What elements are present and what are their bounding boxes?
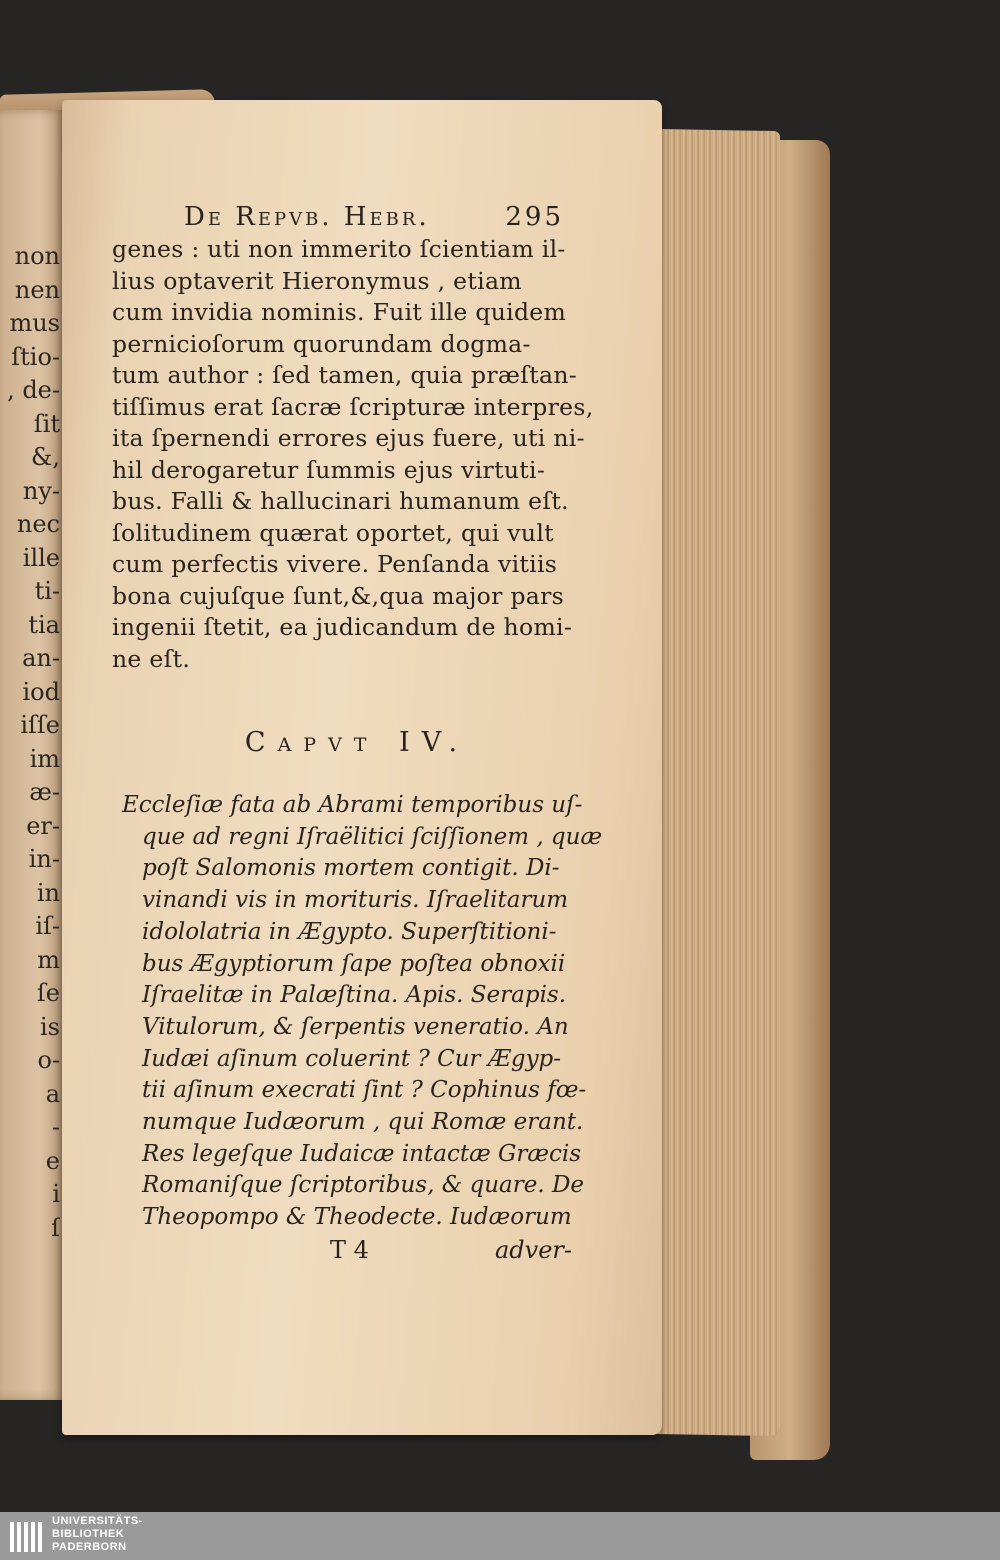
catchword: adver-: [494, 1235, 572, 1264]
left-page-fragment: æ-: [29, 778, 60, 806]
left-page-fragment: ti-: [34, 577, 60, 605]
page-footer: [112, 1234, 572, 1266]
summary-line: tii aſinum execrati ſint ? Cophinus fœ-: [142, 1077, 587, 1104]
chapter-summary: [112, 790, 603, 1234]
left-page-fragment: tia: [28, 610, 60, 639]
body-line: bona cujuſque ſunt,&,qua major pars: [112, 581, 564, 610]
summary-line: Theopompo & Theodecte. Iudæorum: [142, 1204, 572, 1231]
left-page-fragment: iſſe: [20, 711, 60, 739]
summary-line: Iudæi aſinum coluerint ? Cur Ægyp-: [142, 1045, 562, 1072]
summary-line: Eccleſiæ fata ab Abrami temporibus uſ-: [122, 792, 583, 818]
left-page-fragment: er-: [26, 811, 60, 840]
body-line: ingenii ſtetit, ea judicandum de homi-: [112, 613, 573, 641]
body-line: pernicioſorum quorundam dogma-: [112, 329, 531, 358]
left-page-fragment: m: [37, 945, 60, 974]
left-page-fragment: nen: [14, 275, 60, 304]
body-line: cum invidia nominis. Fuit ille quidem: [112, 298, 567, 326]
summary-line: idololatria in Ægypto. Superſtitioni-: [142, 918, 557, 945]
page-number: 295: [505, 202, 564, 232]
body-line: tiſſimus erat ſacræ ſcripturæ interpres,: [112, 392, 594, 421]
left-page-fragment: i: [52, 1180, 60, 1208]
summary-line: numque Iudæorum , qui Romæ erant.: [142, 1109, 584, 1136]
left-page-fragment: ſe: [36, 979, 60, 1007]
running-head-title: De Repvb. Hebr.: [184, 202, 430, 232]
left-page-fragment: &,: [31, 443, 60, 471]
summary-line: bus Ægyptiorum ſape poſtea obnoxii: [142, 950, 566, 977]
summary-line: que ad regni Iſraëlitici ſciſſionem , quæ: [142, 823, 603, 850]
left-page-fragment: im: [29, 744, 60, 773]
left-page-fragment: a: [45, 1079, 60, 1108]
left-page-fragment: iod: [22, 677, 60, 706]
summary-line: Vitulorum, & ſerpentis veneratio. An: [142, 1013, 569, 1040]
left-page-fragment: -: [51, 1113, 60, 1141]
left-page-fragment: in-: [28, 845, 60, 873]
chapter-heading: Capvt IV.: [244, 727, 470, 758]
body-line: cum perfectis vivere. Penſanda vitiis: [112, 550, 558, 578]
left-page-fragment: ſ: [51, 1213, 60, 1242]
library-name: [52, 1515, 143, 1554]
left-page: [0, 110, 66, 1400]
left-page-fragment: an-: [22, 644, 60, 672]
left-page-fragment: ille: [22, 543, 60, 572]
summary-line: Iſraelitæ in Palæſtina. Apis. Serapis.: [142, 982, 567, 1009]
body-line: ne eſt.: [112, 644, 191, 673]
body-paragraph: [112, 234, 594, 675]
library-logo-icon: [8, 1518, 46, 1554]
left-page-fragment: in: [36, 878, 60, 907]
left-page-fragment: is: [40, 1012, 60, 1041]
left-page-fragment: iſ-: [35, 912, 60, 940]
left-page-fragment: ſit: [33, 409, 60, 438]
left-page-fragment: e: [45, 1146, 60, 1175]
left-page-fragment: nec: [16, 510, 60, 538]
summary-line: vinandi vis in morituris. Iſraelitarum: [142, 887, 569, 914]
body-line: hil derogaretur ſummis ejus virtuti-: [112, 455, 546, 484]
page-text-block: [112, 200, 603, 1266]
summary-line: Res legeſque Iudaicæ intactæ Græcis: [142, 1140, 582, 1167]
left-page-fragment: non: [14, 242, 60, 270]
left-page-fragment: o-: [37, 1046, 60, 1074]
body-line: ſolitudinem quærat oportet, qui vult: [112, 518, 554, 547]
body-line: genes : uti non immerito ſcientiam il-: [112, 235, 566, 263]
left-page-fragment: , de-: [7, 376, 60, 404]
library-name-line: UNIVERSITÄTS-: [52, 1515, 143, 1527]
signature-mark: T 4: [330, 1235, 369, 1264]
body-line: ita ſpernendi errores ejus fuere, uti ni-: [112, 424, 585, 452]
library-name-line: BIBLIOTHEK: [52, 1528, 125, 1540]
library-watermark-bar: [0, 1512, 1000, 1560]
left-page-fragment: ny-: [22, 476, 60, 505]
page-block-edges: [652, 129, 780, 1436]
left-page-fragment: ſtio-: [11, 342, 60, 371]
body-line: lius optaverit Hieronymus , etiam: [112, 266, 522, 295]
summary-line: Romaniſque ſcriptoribus, & quare. De: [142, 1172, 585, 1199]
summary-line: poſt Salomonis mortem contigit. Di-: [142, 855, 560, 882]
left-page-fragment: mus: [9, 309, 60, 337]
body-line: bus. Falli & hallucinari humanum eſt.: [112, 487, 569, 515]
running-header: [112, 200, 572, 234]
body-line: tum author : ſed tamen, quia præſtan-: [112, 361, 578, 389]
library-name-line: PADERBORN: [52, 1541, 127, 1553]
